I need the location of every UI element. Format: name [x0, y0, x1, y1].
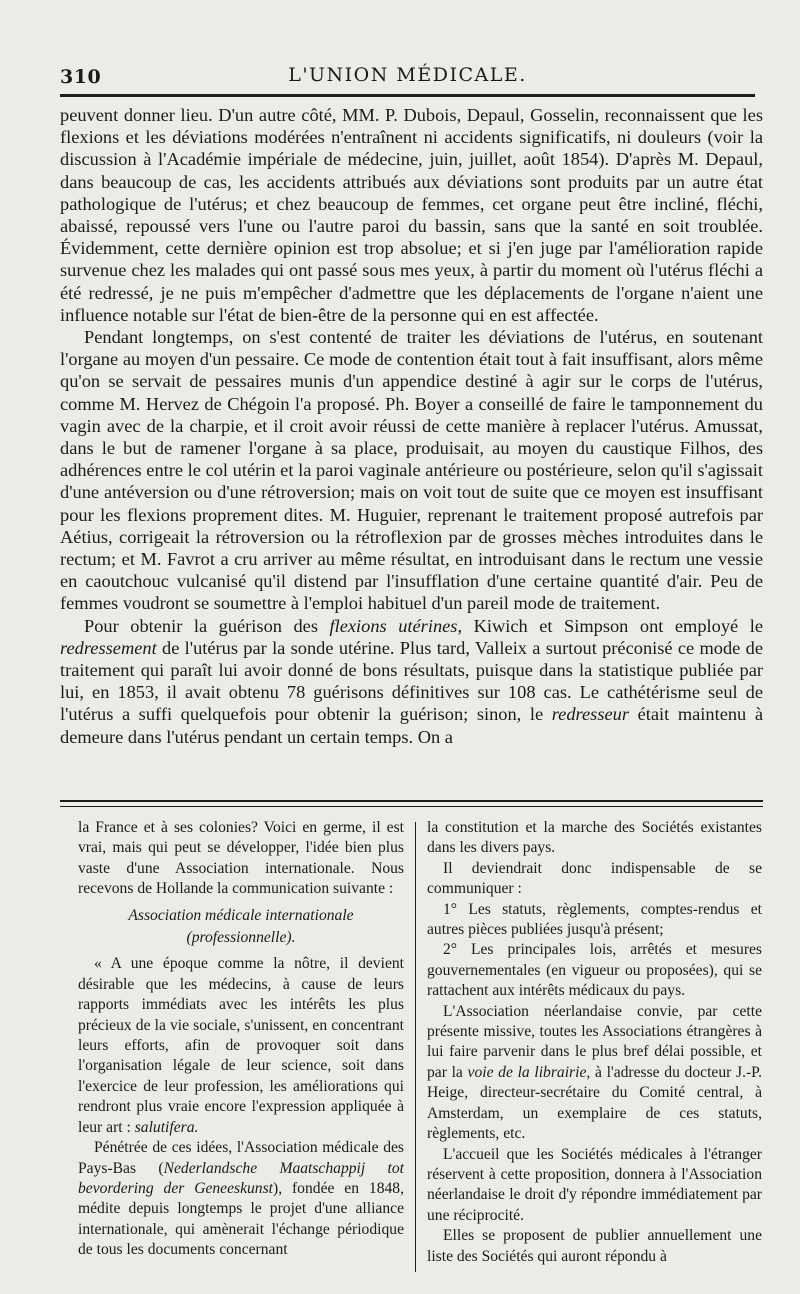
italic-term: voie de la librairie: [467, 1063, 587, 1081]
section-divider-thin: [60, 806, 763, 807]
section-divider: [60, 800, 763, 802]
main-paragraph-1: peuvent donner lieu. D'un autre côté, MM. P. Dubois, Depaul, Gosselin, reconnaissent que les flexions et les déviations modérées n'entraînent ni accidents significatifs, ni douleurs (voir la discussion à l'Académie impériale de médecine, juin, juillet, août 1854). D'après M. Depaul, dans beaucoup de cas, les accidents attribués aux déviations sont produits par un autre état pathologique de l'utérus; et chez beaucoup de femmes, cet organe peut être incliné, fléchi, abaissé, repoussé vers l'une ou l'autre paroi du bassin, sans que la santé en soit troublée. Évidemment, cette dernière opinion est trop absolue; et si j'en juge par l'amélioration rapide survenue chez les malades qui ont passé sous mes yeux, à partir du moment où l'utérus fléchi a été redressé, je ne puis m'empêcher d'admettre que les déplacements de l'organe n'aient une influence notable sur l'état de bien-être de la personne qui en est affectée.: [60, 105, 763, 325]
page-number: 310: [60, 66, 102, 88]
running-title: L'UNION MÉDICALE.: [288, 64, 527, 86]
page-header: [60, 62, 755, 90]
text-run: de l'utérus par la sonde utérine. Plus tard, Valleix a surtout préconisé ce mode de traitement qui paraît lui avoir donné de bons résultats, puisque dans la statistique publiée par lui, en 1853, il avait obtenu 78 guérisons définitives sur 108 cas. Le cathétérisme seul de l'utérus a suffi quelquefois pour obtenir la guérison; sinon, le: [60, 637, 763, 725]
right-paragraph-1: la constitution et la marche des Sociétés existantes dans les divers pays.: [427, 819, 762, 857]
text-run: ), fondée en 1848, médite depuis longtemps le projet d'une alliance internationale, qui amènerait l'échange périodique de tous les documents concernant: [78, 1179, 404, 1259]
text-run: , à l'adresse du docteur J.-P. Heige, directeur-secrétaire du Comité central, à Amsterdam, un exemplaire de ces statuts, règlements, etc.: [427, 1063, 763, 1143]
right-paragraph-6: L'accueil que les Sociétés médicales à l'étranger réservent à cette proposition, donnera à l'Association néerlandaise le droit d'y répondre immédiatement par une réciprocité.: [427, 1145, 762, 1224]
left-paragraph-1: la France et à ses colonies? Voici en germe, il est vrai, mais qui peut se développer, l'idée bien plus vaste d'une Association internationale. Nous recevons de Hollande la communication suivante :: [78, 819, 404, 898]
text-run: était maintenu à demeure dans l'utérus pendant un certain temps. On a: [60, 704, 763, 747]
right-column: [427, 818, 762, 1267]
italic-term: redresseur: [551, 704, 630, 725]
left-column: [78, 818, 404, 1261]
right-paragraph-7: Elles se proposent de publier annuellement une liste des Sociétés qui auront répondu à: [427, 1227, 762, 1265]
text-run: « A une époque comme la nôtre, il devient désirable que les médecins, à cause de leurs rapports immédiats avec les intérêts les plus précieux de la vie sociale, s'unissent, en concentrant leurs efforts, afin de provoquer soit dans l'organisation légale de leur science, soit dans l'exercice de leur profession, les améliorations qui rendront plus vraie encore l'expression appliquée à leur art :: [78, 955, 404, 1136]
main-paragraph-2: Pendant longtemps, on s'est contenté de traiter les déviations de l'utérus, en soutenant l'organe au moyen d'un pessaire. Ce mode de contention était tout à fait insuffisant, alors même qu'on se servait de pessaires munis d'un appendice destiné à agir sur le corps de l'utérus, comme M. Hervez de Chégoin l'a proposé. Ph. Boyer a conseillé de faire le tamponnement du vagin avec de la charpie, et il croit avoir réussi de cette manière à replacer l'utérus. Amussat, dans le but de ramener l'organe à sa place, produisait, au moyen du caustique Filhos, des adhérences entre le col utérin et la paroi vaginale antérieure ou postérieure, selon qu'il s'agissait d'une antéversion ou d'une rétroversion; mais on voit tout de suite que ce moyen est insuffisant pour les flexions proprement dites. M. Huguier, reprenant le traitement proposé autrefois par Aétius, corrigeait la rétroversion ou la rétroflexion par de grosses mèches introduites dans le rectum; et M. Favrot a cru arriver au même résultat, en introduisant dans le rectum une vessie en caoutchouc vulcanisé qu'il distend par l'insufflation d'une certaine quantité d'air. Peu de femmes voudront se soumettre à l'emploi habituel d'un pareil mode de traitement.: [60, 327, 763, 614]
main-paragraph-3: [60, 615, 763, 748]
right-paragraph-4: 2° Les principales lois, arrêtés et mesures gouvernementales (en vigueur ou proposées), qui se rattachent aux intérêts médicaux du pays.: [427, 941, 762, 1000]
text-run: , Kiwich et Simpson ont employé le: [457, 615, 763, 636]
left-paragraph-2: [78, 954, 404, 1138]
italic-term: salutifera.: [134, 1118, 199, 1136]
italic-term: redressement: [60, 637, 157, 658]
header-rule: [60, 94, 755, 97]
text-run: Pénétrée de ces idées, l'Association médicale des Pays-Bas (: [78, 1139, 404, 1177]
italic-term: Nederlandsche Maatschappij tot bevordering der Geneeskunst: [78, 1159, 404, 1197]
main-text: [60, 104, 763, 748]
text-run: Pour obtenir la guérison des: [84, 615, 330, 636]
article-title: Association médicale internationale: [128, 906, 354, 924]
article-subtitle: (professionnelle).: [186, 929, 296, 947]
left-paragraph-3: [78, 1138, 404, 1260]
right-paragraph-2: Il deviendrait donc indispensable de se communiquer :: [427, 859, 762, 898]
right-paragraph-5: [427, 1002, 762, 1145]
right-paragraph-3: 1° Les statuts, règlements, comptes-rendus et autres pièces publiées jusqu'à présent;: [427, 900, 762, 939]
text-run: L'Association néerlandaise convie, par cette présente missive, toutes les Associations étrangères à lui faire parvenir dans le plus bref délai possible, et par la: [427, 1002, 762, 1081]
italic-term: flexions utérines: [329, 615, 458, 636]
column-divider: [415, 822, 416, 1272]
